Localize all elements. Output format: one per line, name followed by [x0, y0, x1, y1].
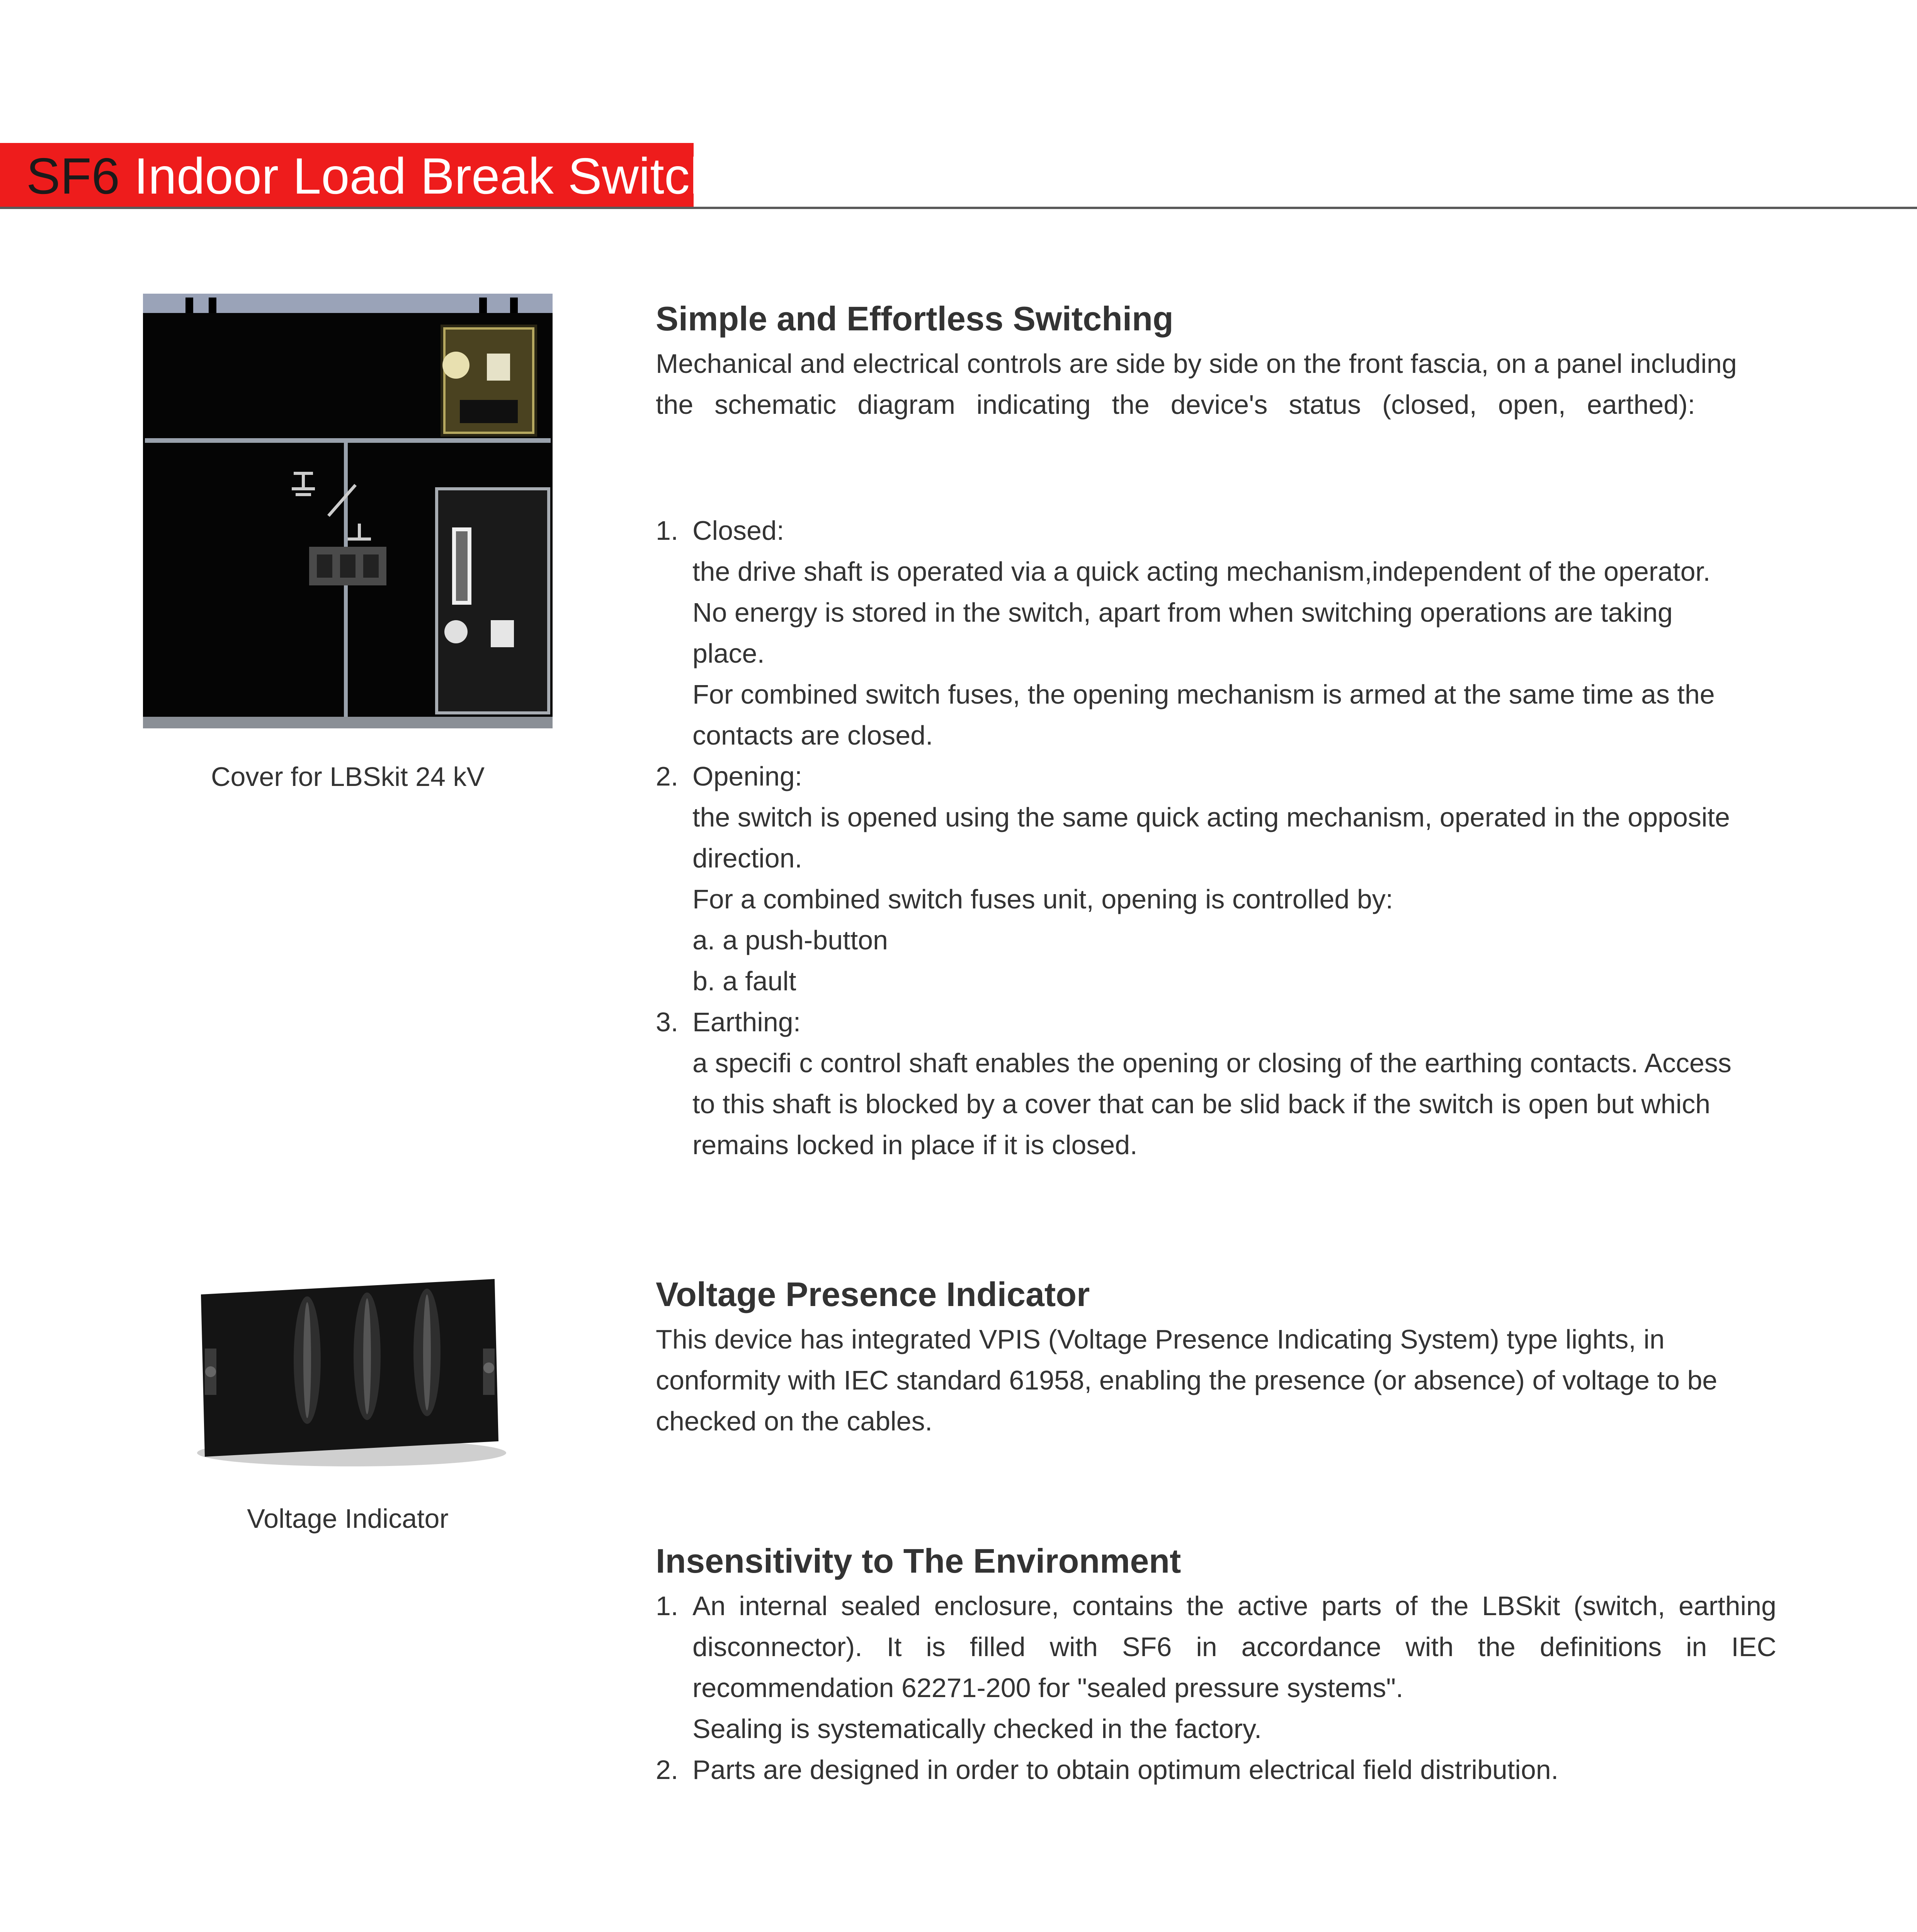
sub-item: a. a push-button: [692, 925, 888, 955]
list-line: For a combined switch fuses unit, opening is controlled by:: [692, 884, 1393, 914]
voltage-line-2: conformity with IEC standard 61958, enabling the presence (or absence) of voltage to be: [656, 1365, 1718, 1395]
list-line: recommendation 62271-200 for "sealed pressure systems".: [692, 1673, 1403, 1703]
opening-sub-list: [692, 920, 1776, 1002]
list-line: For combined switch fuses, the opening mechanism is armed at the same time as the: [692, 679, 1715, 709]
list-label: Earthing:: [692, 1007, 801, 1037]
list-line: disconnector). It is filled with SF6 in accordance with the definitions in IEC: [692, 1632, 1776, 1662]
cover-panel-image: [139, 292, 556, 736]
title-prefix: SF6: [26, 147, 120, 204]
list-item-parts: [656, 1749, 1776, 1790]
list-item-enclosure: [656, 1585, 1776, 1749]
voltage-caption: Voltage Indicator: [247, 1503, 449, 1534]
environment-section: [656, 1540, 1776, 1790]
list-line: remains locked in place if it is closed.: [692, 1130, 1138, 1160]
list-line: No energy is stored in the switch, apart from when switching operations are taking: [692, 597, 1673, 628]
list-number: 1.: [656, 515, 679, 546]
voltage-line-1: This device has integrated VPIS (Voltage Presence Indicating System) type lights, in: [656, 1324, 1665, 1354]
list-number: 1.: [656, 1591, 679, 1621]
environment-heading: Insensitivity to The Environment: [656, 1542, 1181, 1580]
list-line: the drive shaft is operated via a quick acting mechanism,independent of the operator.: [692, 556, 1711, 587]
list-line: a specifi c control shaft enables the opening or closing of the earthing contacts. Access: [692, 1048, 1732, 1078]
cover-caption: Cover for LBSkit 24 kV: [211, 762, 485, 792]
environment-list: [656, 1585, 1776, 1790]
voltage-section: [656, 1273, 1776, 1442]
header-divider: [0, 207, 1917, 209]
list-item-opening: [656, 756, 1776, 1002]
switching-intro-line-1: Mechanical and electrical controls are side by side on the front fascia, on a panel including: [656, 349, 1737, 379]
list-item-closed: [656, 510, 1776, 756]
page-title: Indoor Load Break Switch: [134, 147, 718, 204]
list-line: the switch is opened using the same quick acting mechanism, operated in the opposite: [692, 802, 1730, 832]
list-label: Closed:: [692, 515, 784, 546]
list-line: to this shaft is blocked by a cover that can be slid back if the switch is open but which: [692, 1089, 1711, 1119]
switching-heading: Simple and Effortless Switching: [656, 299, 1174, 338]
list-label: Opening:: [692, 761, 803, 791]
list-line: contacts are closed.: [692, 720, 933, 750]
list-number: 3.: [656, 1007, 679, 1037]
sub-item: b. a fault: [692, 966, 796, 996]
list-line: place.: [692, 638, 765, 668]
switching-list: [656, 510, 1776, 1165]
list-line: direction.: [692, 843, 803, 873]
switching-section: [656, 298, 1776, 1165]
list-line: Sealing is systematically checked in the factory.: [692, 1714, 1262, 1744]
voltage-indicator-image: [189, 1271, 514, 1476]
list-number: 2.: [656, 1755, 679, 1785]
list-line: An internal sealed enclosure, contains the active parts of the LBSkit (switch, earthing: [692, 1591, 1776, 1621]
list-number: 2.: [656, 761, 679, 791]
voltage-line-3: checked on the cables.: [656, 1406, 933, 1436]
switching-intro-line-2: the schematic diagram indicating the device's status (closed, open, earthed):: [656, 389, 1695, 420]
voltage-heading: Voltage Presence Indicator: [656, 1275, 1090, 1313]
list-item-earthing: [656, 1002, 1776, 1165]
page-title-banner: [0, 143, 718, 209]
list-line: Parts are designed in order to obtain optimum electrical field distribution.: [692, 1755, 1559, 1785]
